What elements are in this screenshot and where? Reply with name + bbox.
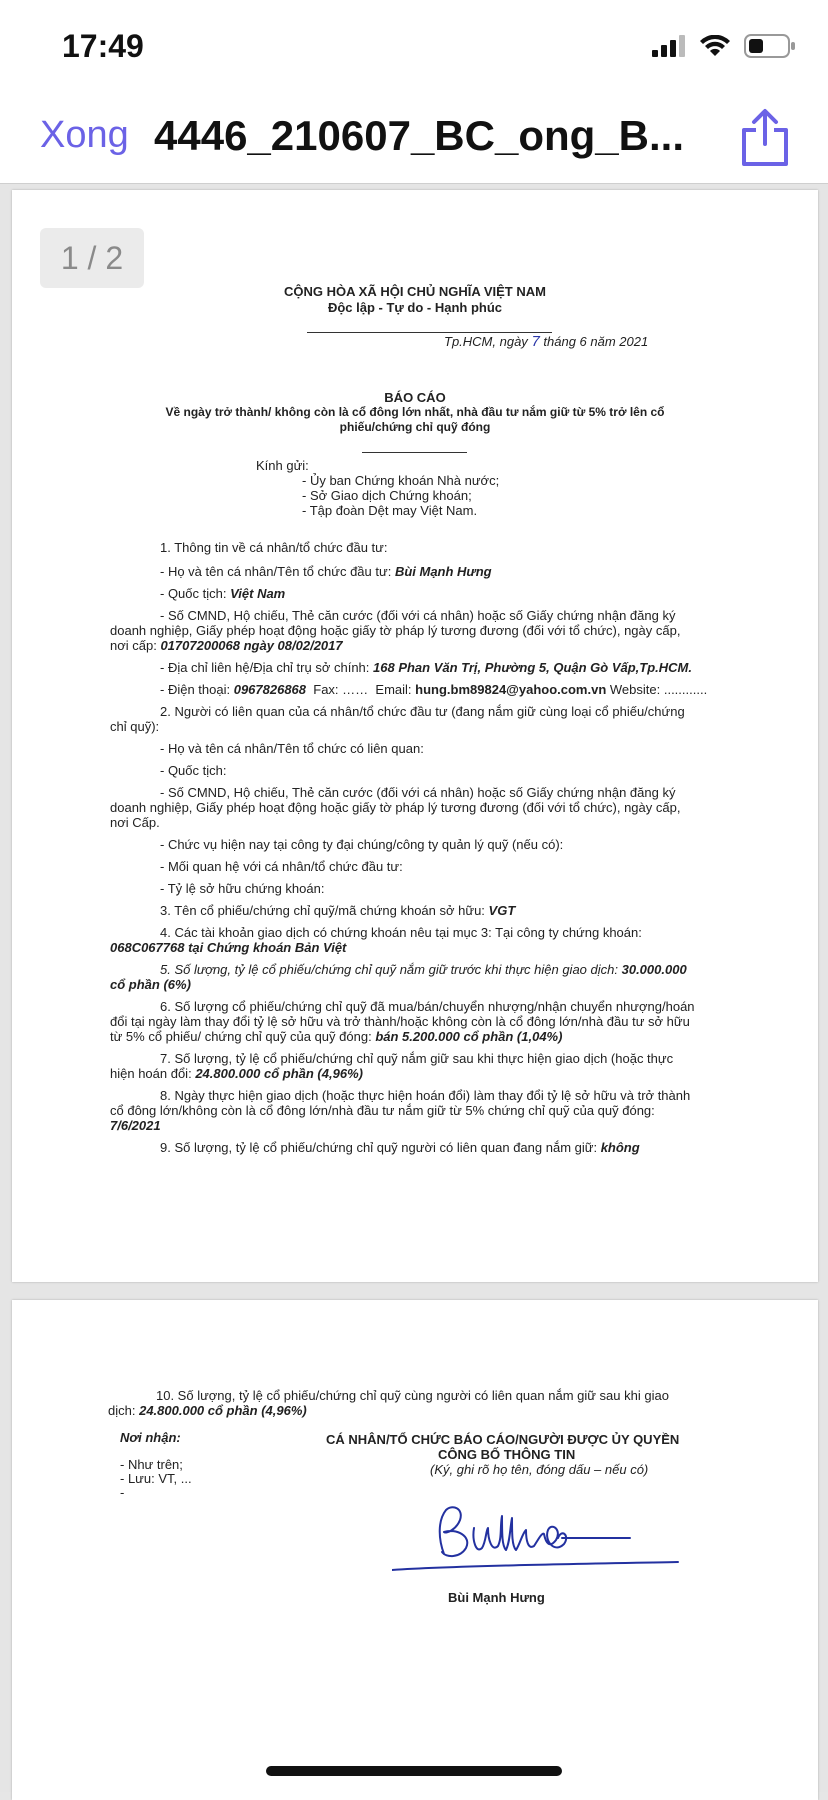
related-id-line-1: - Số CMND, Hộ chiếu, Thẻ căn cước (đối với cá nhân) hoặc số Giấy chứng nhận đăng ký [160, 785, 676, 800]
section-8-value: 7/6/2021 [110, 1118, 161, 1133]
section-2-line-1: 2. Người có liên quan của cá nhân/tổ chức đầu tư (đang nắm giữ cùng loại cổ phiếu/chứng [160, 704, 685, 719]
wifi-icon [700, 35, 730, 57]
title-divider [362, 452, 467, 453]
report-title: BÁO CÁO [384, 390, 446, 405]
section-10-line-1: 10. Số lượng, tỷ lệ cổ phiếu/chứng chỉ quỹ cùng người có liên quan nắm giữ sau khi giao [156, 1388, 669, 1403]
done-button[interactable]: Xong [40, 114, 129, 156]
header-divider [307, 332, 552, 333]
to-label: Kính gửi: [256, 458, 309, 473]
section-3: 3. Tên cổ phiếu/chứng chỉ quỹ/mã chứng khoán sở hữu: VGT [160, 903, 516, 918]
cellular-signal-icon [652, 35, 686, 57]
section-8-line-1: 8. Ngày thực hiện giao dịch (hoặc thực hiện hoán đổi) làm thay đổi tỷ lệ sở hữu và trở thành [160, 1088, 691, 1103]
related-relationship: - Mối quan hệ với cá nhân/tổ chức đầu tư: [160, 859, 403, 874]
related-id-line-2: doanh nghiệp, Giấy phép hoạt động hoặc giấy tờ pháp lý tương đương (đối với tổ chức), ngày cấp, [110, 800, 681, 815]
section-4-value: 068C067768 tại Chứng khoán Bản Việt [110, 940, 347, 955]
investor-id-line-3: nơi cấp: 01707200068 ngày 08/02/2017 [110, 638, 343, 653]
section-6-line-3: từ 5% cổ phiếu/ chứng chỉ quỹ của quỹ đóng: bán 5.200.000 cổ phần (1,04%) [110, 1029, 563, 1044]
signer-title-1: CÁ NHÂN/TỔ CHỨC BÁO CÁO/NGƯỜI ĐƯỢC ỦY QUYỀN [326, 1432, 680, 1447]
navigation-bar [0, 96, 828, 184]
status-icons [652, 34, 796, 58]
section-5-line-1: 5. Số lượng, tỷ lệ cổ phiếu/chứng chỉ quỹ nắm giữ trước khi thực hiện giao dịch: 30.000.000 [160, 962, 687, 977]
related-name: - Họ và tên cá nhân/Tên tổ chức có liên quan: [160, 741, 424, 756]
section-7-line-2: hiện hoán đổi: 24.800.000 cổ phần (4,96%) [110, 1066, 363, 1081]
recipients-label: Nơi nhận: [120, 1430, 181, 1445]
national-motto: Độc lập - Tự do - Hạnh phúc [327, 300, 503, 315]
document-page-1 [12, 190, 818, 1282]
section-2-line-2: chỉ quỹ): [110, 719, 160, 734]
investor-address: - Địa chỉ liên hệ/Địa chỉ trụ sở chính: 168 Phan Văn Trị, Phường 5, Quận Gò Vấp,Tp.HCM. [160, 660, 692, 675]
related-nationality: - Quốc tịch: [160, 763, 227, 778]
investor-id-line-2: doanh nghiệp, Giấy phép hoạt động hoặc giấy tờ pháp lý tương đương (đối với tổ chức), ngày cấp, [110, 623, 681, 638]
share-icon[interactable] [738, 108, 792, 168]
place-date: Tp.HCM, ngày 7 tháng 6 năm 2021 [444, 333, 649, 350]
handwritten-signature [392, 1498, 692, 1578]
related-ownership: - Tỷ lệ sở hữu chứng khoán: [160, 881, 325, 896]
recipient-2: - Sở Giao dịch Chứng khoán; [302, 488, 472, 503]
document-page-2 [12, 1300, 818, 1800]
section-10-line-2: dịch: 24.800.000 cổ phần (4,96%) [108, 1403, 307, 1418]
section-8-line-2: cổ đông lớn/không còn là cổ đông lớn/nhà đầu tư nắm giữ từ 5% chứng chỉ quỹ của quỹ đóng: [110, 1103, 655, 1118]
investor-nationality: - Quốc tịch: Việt Nam [160, 586, 286, 601]
home-indicator[interactable] [266, 1766, 562, 1776]
status-bar [0, 0, 828, 96]
recipients-item-1: - Như trên; [120, 1457, 183, 1472]
section-9: 9. Số lượng, tỷ lệ cổ phiếu/chứng chỉ quỹ người có liên quan đang nắm giữ: không [160, 1140, 640, 1155]
investor-name: - Họ và tên cá nhân/Tên tổ chức đầu tư: Bùi Mạnh Hưng [160, 564, 492, 579]
section-1: 1. Thông tin về cá nhân/tổ chức đầu tư: [160, 540, 388, 555]
page-indicator: 1 / 2 [40, 228, 144, 288]
national-header: CỘNG HÒA XÃ HỘI CHỦ NGHĨA VIỆT NAM [284, 284, 546, 299]
related-position: - Chức vụ hiện nay tại công ty đại chúng/công ty quản lý quỹ (nếu có): [160, 837, 564, 852]
recipients-item-3: - [120, 1485, 125, 1500]
signer-name: Bùi Mạnh Hưng [448, 1590, 545, 1605]
related-id-line-3: nơi Cấp. [110, 815, 160, 830]
document-title: 4446_210607_BC_ong_B... [154, 112, 684, 159]
investor-id-line-1: - Số CMND, Hộ chiếu, Thẻ căn cước (đối với cá nhân) hoặc số Giấy chứng nhận đăng ký [160, 608, 676, 623]
recipient-1: - Ủy ban Chứng khoán Nhà nước; [302, 473, 500, 488]
battery-icon [744, 34, 796, 58]
investor-contact: - Điện thoại: 0967826868 Fax: …… Email: hung.bm89824@yahoo.com.vn Website: ............ [160, 682, 708, 697]
section-5-value: cổ phần (6%) [110, 977, 191, 992]
recipients-item-2: - Lưu: VT, ... [120, 1471, 192, 1486]
recipient-3: - Tập đoàn Dệt may Việt Nam. [302, 503, 478, 518]
document-viewer[interactable] [0, 184, 828, 1792]
report-subtitle-1: Về ngày trở thành/ không còn là cổ đông lớn nhất, nhà đầu tư nắm giữ từ 5% trở lên cổ [165, 405, 665, 419]
section-7-line-1: 7. Số lượng, tỷ lệ cổ phiếu/chứng chỉ quỹ nắm giữ sau khi thực hiện giao dịch (hoặc thực [160, 1051, 674, 1066]
signer-title-2: CÔNG BỐ THÔNG TIN [438, 1447, 576, 1462]
status-time: 17:49 [62, 28, 144, 64]
report-subtitle-2: phiếu/chứng chỉ quỹ đóng [339, 420, 491, 434]
section-4-line-1: 4. Các tài khoản giao dịch có chứng khoán nêu tại mục 3: Tại công ty chứng khoán: [160, 925, 642, 940]
signature-note: (Ký, ghi rõ họ tên, đóng dấu – nếu có) [430, 1462, 649, 1477]
section-6-line-1: 6. Số lượng cổ phiếu/chứng chỉ quỹ đã mua/bán/chuyển nhượng/nhận chuyển nhượng/hoán [160, 999, 695, 1014]
section-6-line-2: đổi tại ngày làm thay đổi tỷ lệ sở hữu và trở thành/hoặc không còn là cổ đông lớn/nhà đầu tư sở hữu [110, 1014, 690, 1029]
